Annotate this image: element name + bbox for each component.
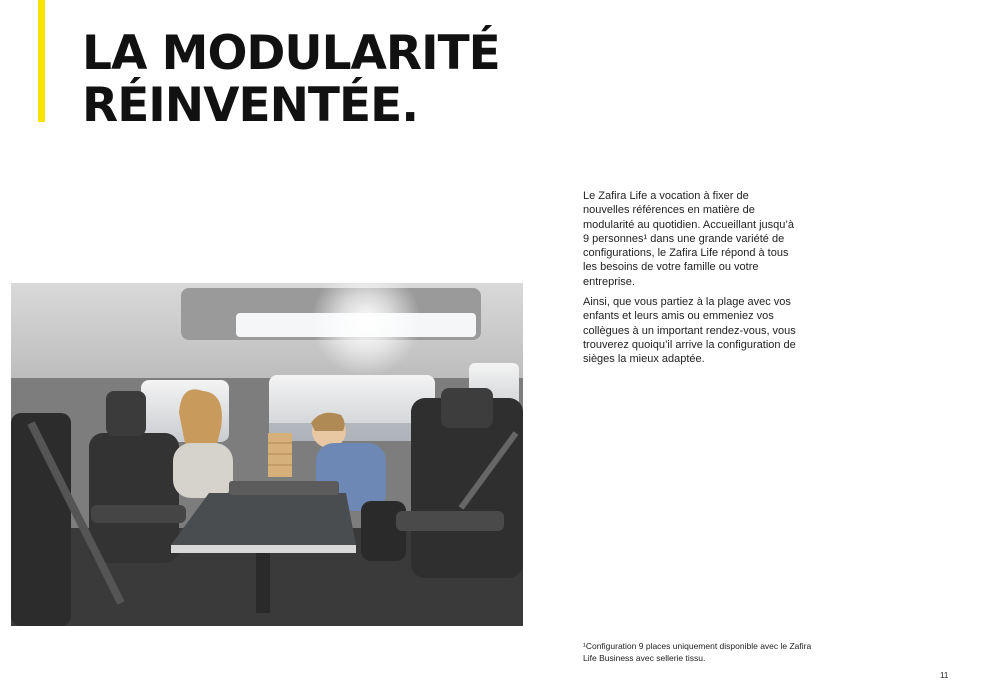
intro-paragraph: Le Zafira Life a vocation à fixer de nouvelles références en matière de modularité au quotidien. Accueillant jusqu’à 9 personnes¹ dans une grande variété de configurations, le Zafira Life répond à tous les besoins de votre famille ou votre entreprise.: [583, 190, 794, 288]
page-number: 11: [940, 671, 949, 680]
title-line-2: RÉINVENTÉE.: [82, 78, 419, 133]
second-paragraph: Ainsi, que vous partiez à la plage avec vos enfants et leurs amis ou emmeniez vos collègues à un important rendez-vous, vous trouverez quoiqu’il arrive la configuration de sièges la mieux adaptée.: [583, 296, 796, 366]
page-title: [82, 28, 500, 132]
footnote: ¹Configuration 9 places uniquement disponible avec le Zafira Life Business avec sellerie tissu.: [583, 641, 812, 663]
accent-bar: [38, 0, 45, 122]
interior-photo: [11, 283, 523, 626]
title-line-1: LA MODULARITÉ: [82, 26, 500, 81]
